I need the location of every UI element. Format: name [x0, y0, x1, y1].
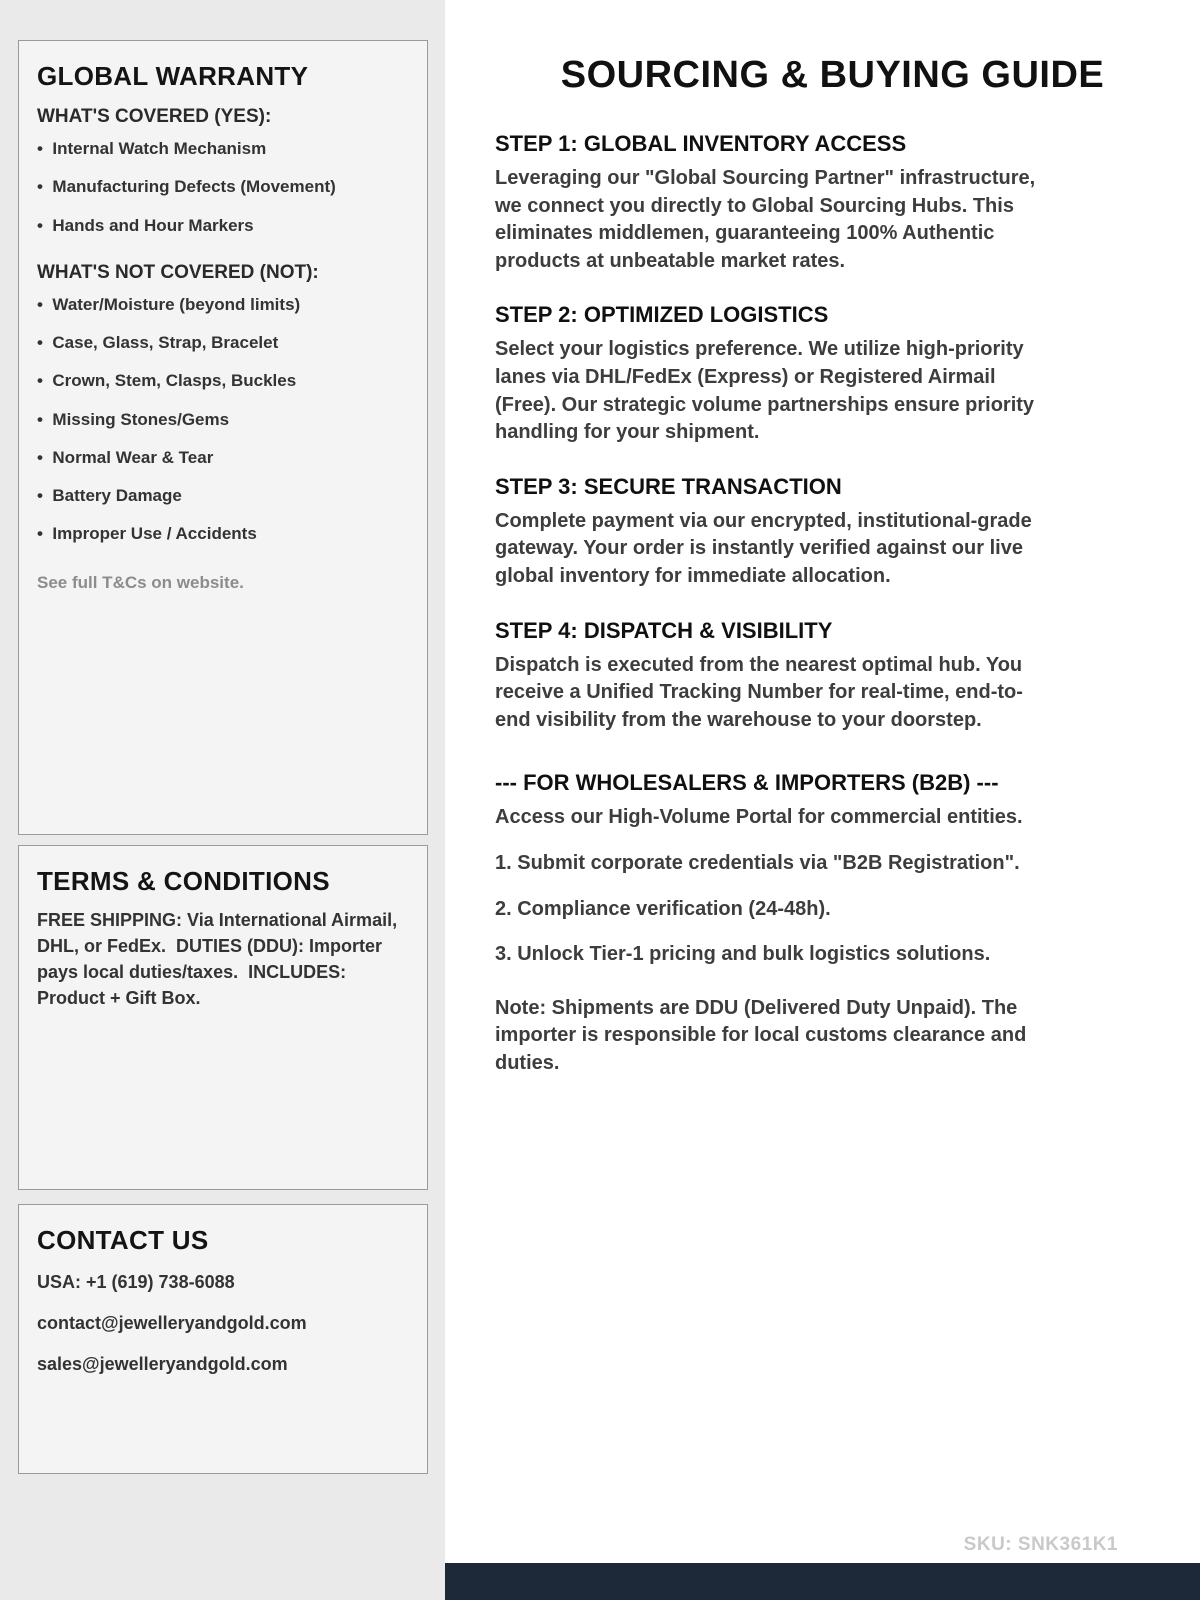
- step-2-body: Select your logistics preference. We utilize high-priority lanes via DHL/FedEx (Express) or Registered Airmail (Free). Our strategic volume partnerships ensure priority handling for your shipment.: [495, 338, 1035, 444]
- step-4-heading: STEP 4: DISPATCH & VISIBILITY: [495, 617, 833, 643]
- contact-phone: USA: +1 (619) 738-6088: [37, 1272, 235, 1292]
- main-content: [445, 0, 1200, 1600]
- footer-bar: [445, 1563, 1200, 1600]
- contact-email-primary: contact@jewelleryandgold.com: [37, 1313, 307, 1333]
- b2b-item: 1. Submit corporate credentials via "B2B Registration".: [495, 851, 1020, 874]
- terms-box: [18, 845, 428, 1190]
- page-title: SOURCING & BUYING GUIDE: [560, 54, 1105, 96]
- contact-box: [18, 1204, 428, 1474]
- terms-title: TERMS & CONDITIONS: [37, 866, 330, 896]
- b2b-heading: --- FOR WHOLESALERS & IMPORTERS (B2B) ---: [495, 770, 999, 796]
- contact-email-sales: sales@jewelleryandgold.com: [37, 1354, 288, 1374]
- step-3-heading: STEP 3: SECURE TRANSACTION: [495, 473, 842, 499]
- warranty-footnote: See full T&Cs on website.: [37, 572, 244, 592]
- step-3-body: Complete payment via our encrypted, institutional-grade gateway. Your order is instantly verified against our live global inventory for immediate allocation.: [495, 509, 1032, 587]
- list-item: • Case, Glass, Strap, Bracelet: [37, 332, 411, 353]
- step-1-heading: STEP 1: GLOBAL INVENTORY ACCESS: [495, 131, 907, 156]
- not-covered-list: [37, 294, 411, 545]
- list-item: • Internal Watch Mechanism: [37, 138, 411, 159]
- step-2-section: [495, 302, 1170, 446]
- warranty-box: [18, 40, 428, 835]
- b2b-item: 3. Unlock Tier-1 pricing and bulk logistics solutions.: [495, 943, 991, 966]
- step-4-section: [495, 618, 1170, 735]
- step-1-body: Leveraging our "Global Sourcing Partner" infrastructure, we connect you directly to Global Sourcing Hubs. This eliminates middlemen, guaranteeing 100% Authentic products at unbeatable market rates.: [495, 167, 1036, 272]
- contact-title: CONTACT US: [37, 1225, 209, 1255]
- list-item: • Improper Use / Accidents: [37, 523, 411, 544]
- covered-heading: WHAT'S COVERED (YES):: [37, 106, 272, 127]
- list-item: • Battery Damage: [37, 485, 411, 506]
- step-1-section: [495, 131, 1170, 275]
- list-item: • Water/Moisture (beyond limits): [37, 294, 411, 315]
- b2b-item: 2. Compliance verification (24-48h).: [495, 897, 831, 920]
- sku-label: SKU: SNK361K1: [963, 1534, 1118, 1555]
- list-item: • Missing Stones/Gems: [37, 409, 411, 430]
- list-item: • Crown, Stem, Clasps, Buckles: [37, 370, 411, 391]
- list-item: • Normal Wear & Tear: [37, 447, 411, 468]
- b2b-section: [495, 770, 1170, 1077]
- b2b-intro: Access our High-Volume Portal for commercial entities.: [495, 806, 1023, 829]
- terms-body: FREE SHIPPING: Via International Airmail, DHL, or FedEx. DUTIES (DDU): Importer pays local duties/taxes. INCLUDES: Product + Gift Box.: [37, 910, 403, 1009]
- list-item: • Hands and Hour Markers: [37, 215, 411, 236]
- step-2-heading: STEP 2: OPTIMIZED LOGISTICS: [495, 302, 829, 328]
- step-4-body: Dispatch is executed from the nearest optimal hub. You receive a Unified Tracking Number for real-time, end-to-end visibility from the warehouse to your doorstep.: [495, 653, 1023, 731]
- warranty-title: GLOBAL WARRANTY: [37, 61, 309, 91]
- covered-list: [37, 138, 411, 236]
- sidebar: [0, 0, 445, 1600]
- b2b-note: Note: Shipments are DDU (Delivered Duty Unpaid). The importer is responsible for local customs clearance and duties.: [495, 996, 1027, 1074]
- step-3-section: [495, 474, 1170, 591]
- list-item: • Manufacturing Defects (Movement): [37, 176, 411, 197]
- not-covered-heading: WHAT'S NOT COVERED (NOT):: [37, 261, 319, 283]
